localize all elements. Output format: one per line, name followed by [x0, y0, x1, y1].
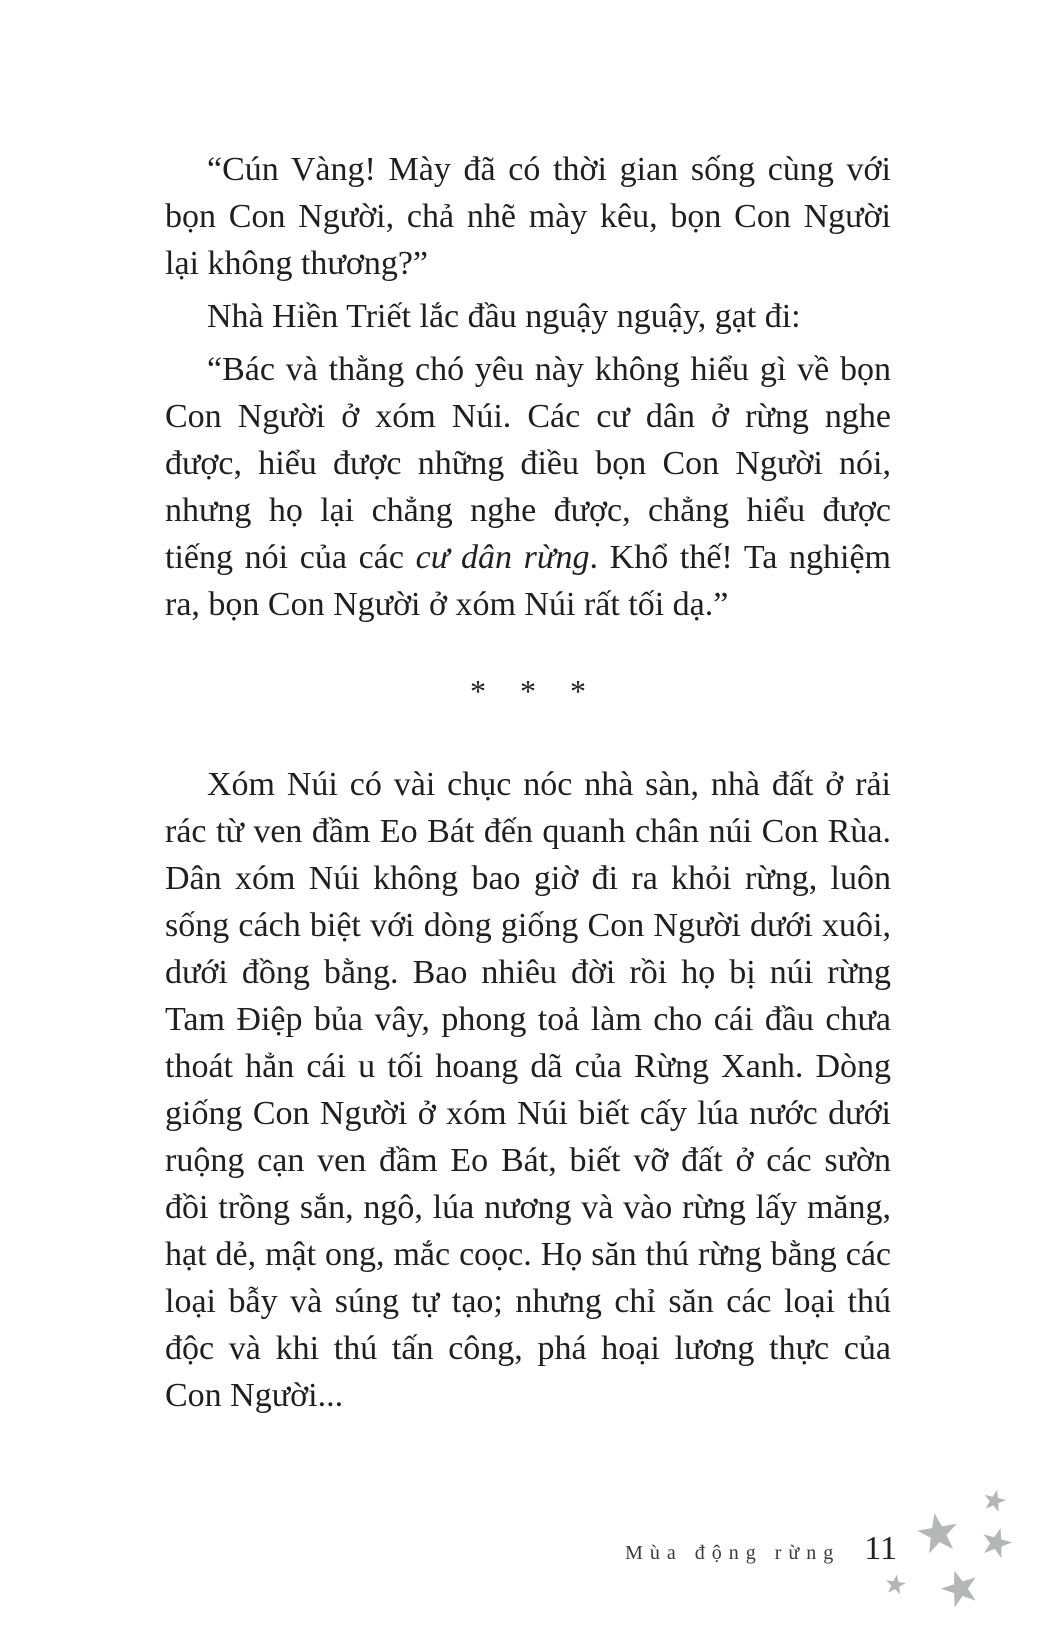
star-icon [981, 1487, 1009, 1515]
star-icon [936, 1564, 984, 1612]
paragraph-run: . Khổ thế! Ta nghiệm ra, bọn Con Người ở xóm Núi rất tối dạ.” [165, 539, 891, 623]
star-icon [884, 1573, 908, 1597]
star-icon [914, 1509, 963, 1558]
body-text [165, 146, 891, 1425]
paragraph-run-italic: cư dân rừng [415, 539, 590, 576]
page-number: 11 [864, 1530, 897, 1567]
paragraph: Nhà Hiền Triết lắc đầu nguậy nguậy, gạt đi: [207, 298, 801, 335]
paragraph [165, 346, 891, 628]
paragraph: “Cún Vàng! Mày đã có thời gian sống cùng với bọn Con Người, chả nhẽ mày kêu, bọn Con Người lại không thương?” [165, 151, 891, 282]
page-footer [0, 1530, 897, 1568]
paragraph: Xóm Núi có vài chục nóc nhà sàn, nhà đất ở rải rác từ ven đầm Eo Bát đến quanh chân núi Con Rùa. Dân xóm Núi không bao giờ đi ra khỏi rừng, luôn sống cách biệt với dòng giống Con Người dưới xuôi, dưới đồng bằng. Bao nhiêu đời rồi họ bị núi rừng Tam Điệp bủa vây, phong toả làm cho cái đầu chưa thoát hẳn cái u tối hoang dã của Rừng Xanh. Dòng giống Con Người ở xóm Núi biết cấy lúa nước dưới ruộng cạn ven đầm Eo Bát, biết vỡ đất ở các sườn đồi trồng sắn, ngô, lúa nương và vào rừng lấy măng, hạt dẻ, mật ong, mắc coọc. Họ săn thú rừng bằng các loại bẫy và súng tự tạo; nhưng chỉ săn các loại thú độc và khi thú tấn công, phá hoại lương thực của Con Người... [165, 766, 891, 1414]
paragraph-run: “Bác và thằng chó yêu này không hiểu gì về bọn Con Người ở xóm Núi. Các cư dân ở rừng nghe được, hiểu được những điều bọn Con Người nói, nhưng họ lại chẳng nghe được, chẳng hiểu được tiếng nói của các [165, 351, 891, 576]
star-icon [977, 1523, 1015, 1561]
running-book-title: Mùa động rừng [625, 1542, 841, 1564]
section-separator: * * * [470, 673, 586, 709]
star-cluster-decoration [870, 1470, 1040, 1630]
